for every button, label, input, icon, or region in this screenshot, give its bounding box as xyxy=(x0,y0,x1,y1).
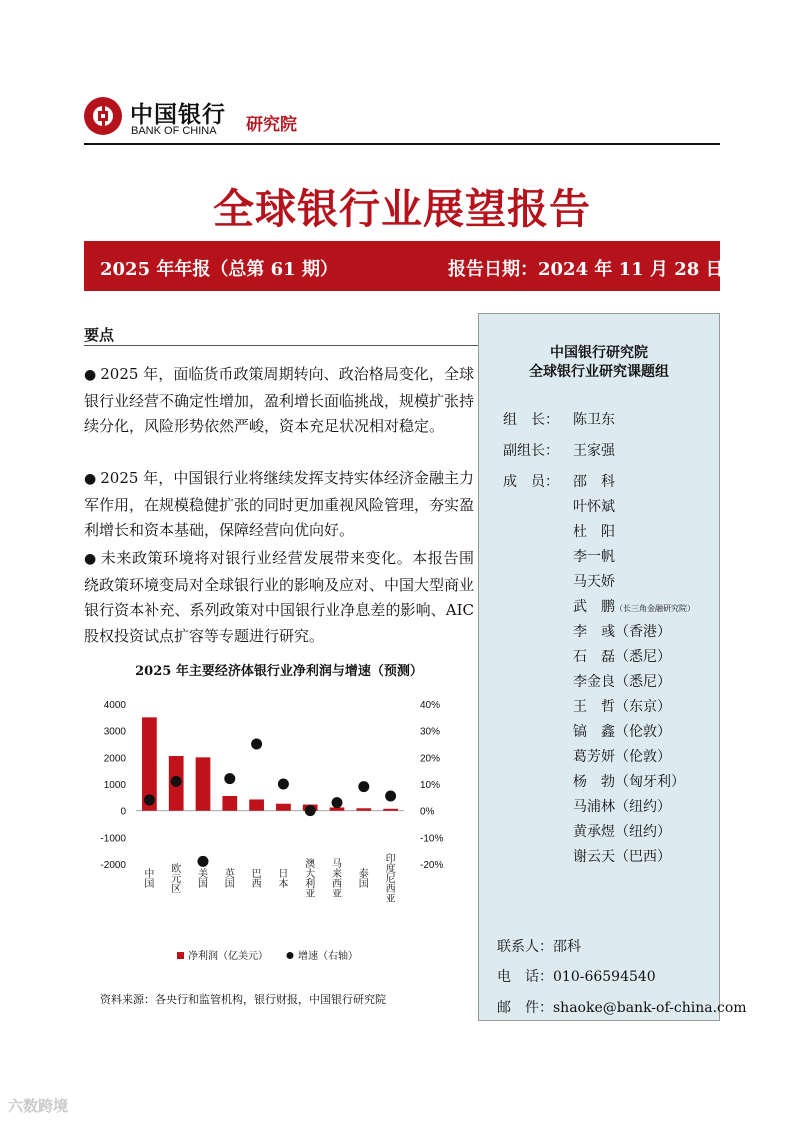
key-points-divider xyxy=(84,345,478,346)
left-axis-tick: 0 xyxy=(120,806,126,818)
dot-growth-rate xyxy=(224,773,235,784)
bar-net-profit xyxy=(249,799,264,810)
contact-phone: 电 话：010-66594540 xyxy=(497,969,656,985)
member-name: 邵 科 xyxy=(573,474,615,490)
deputy-label: 副组长： xyxy=(503,443,559,459)
member-name: 马天娇 xyxy=(573,574,615,590)
bullet-icon: ● xyxy=(84,551,97,567)
left-axis-tick: -1000 xyxy=(100,833,126,845)
team-member xyxy=(573,821,671,841)
leader-label: 组 长： xyxy=(503,412,559,428)
category-label: 马来西亚 xyxy=(329,858,341,898)
team-member xyxy=(573,521,615,541)
members-label: 成 员： xyxy=(503,474,559,490)
member-name: 叶怀斌 xyxy=(573,499,615,515)
dot-growth-rate xyxy=(358,781,369,792)
report-title: 全球银行业展望报告 xyxy=(213,185,591,233)
category-label: 澳大利亚 xyxy=(302,858,314,898)
right-axis-tick: 10% xyxy=(420,780,441,791)
right-axis-tick: -20% xyxy=(420,860,444,871)
bar-net-profit xyxy=(196,757,211,810)
member-name: 李 彧（香港） xyxy=(573,624,671,640)
deputy-name: 王家强 xyxy=(573,443,615,459)
team-member xyxy=(573,796,671,816)
dot-growth-rate xyxy=(305,805,316,816)
team-member xyxy=(573,496,615,516)
leader-name: 陈卫东 xyxy=(573,412,615,428)
member-name: 葛芳妍（伦敦） xyxy=(573,749,671,765)
team-member xyxy=(573,721,671,741)
key-point-text: 未来政策环境将对银行业经营发展带来变化。本报告围绕政策环境变局对全球银行业的影响及应对、中国大型商业银行资本补充、系列政策对中国银行业净息差的影响、AIC 股权投资试点扩容等专题进行研究。 xyxy=(84,549,475,645)
right-axis-tick: -10% xyxy=(420,833,444,845)
watermark: 六数跨境 xyxy=(8,1098,69,1115)
key-point-2 xyxy=(84,466,474,544)
panel-heading-group: 全球银行业研究课题组 xyxy=(529,364,669,380)
team-member xyxy=(573,746,671,766)
member-name: 马浦林（纽约） xyxy=(573,799,671,815)
left-axis-tick: 3000 xyxy=(103,726,126,738)
key-point-text: 2025 年，中国银行业将继续发挥支持实体经济金融主力军作用，在规模稳健扩张的同时更加重视风险管理，夯实盈利增长和资本基础，保障经营向优向好。 xyxy=(84,469,475,539)
bar-net-profit xyxy=(356,808,371,810)
category-label: 中国 xyxy=(141,868,153,888)
category-label: 欧元区 xyxy=(168,863,180,893)
team-member xyxy=(573,471,615,491)
right-axis-tick: 30% xyxy=(420,726,441,738)
legend-label-bar: 净利润（亿美元） xyxy=(188,951,268,962)
left-axis-tick: -2000 xyxy=(100,860,126,871)
dot-growth-rate xyxy=(171,776,182,787)
category-label: 泰国 xyxy=(356,868,368,888)
contact-person: 联系人：邵科 xyxy=(497,939,581,955)
source-note: 资料来源：各央行和监管机构，银行财报，中国银行研究院 xyxy=(100,993,386,1006)
member-name: 杨 勃（匈牙利） xyxy=(573,774,685,790)
key-point-3 xyxy=(84,546,474,649)
team-member xyxy=(573,646,671,666)
category-label: 巴西 xyxy=(249,868,261,888)
team-member xyxy=(573,571,615,591)
key-points-title: 要点 xyxy=(84,326,115,344)
member-name: 镐 鑫（伦敦） xyxy=(573,724,671,740)
left-axis-tick: 4000 xyxy=(103,700,126,711)
member-name: 谢云天（巴西） xyxy=(573,849,671,865)
team-member xyxy=(573,696,671,716)
member-name: 黄承煜（纽约） xyxy=(573,824,671,840)
right-axis-tick: 0% xyxy=(420,806,435,818)
bank-logo xyxy=(84,97,122,135)
left-axis-tick: 2000 xyxy=(103,753,126,765)
institute-name: 研究院 xyxy=(246,115,297,135)
member-affiliation: （长三角金融研究院） xyxy=(615,604,695,613)
team-member xyxy=(573,771,685,791)
member-name: 王 哲（东京） xyxy=(573,699,671,715)
member-name: 李金良（悉尼） xyxy=(573,674,671,690)
key-point-text: 2025 年，面临货币政策周期转向、政治格局变化，全球银行业经营不确定性增加，盈利增长面临挑战，规模扩张持续分化，风险形势依然严峻，资本充足状况相对稳定。 xyxy=(84,365,475,435)
issue-number: 2025 年年报（总第 61 期） xyxy=(100,259,338,280)
header-divider xyxy=(84,143,720,145)
report-date: 报告日期：2024 年 11 月 28 日 xyxy=(448,259,724,280)
bar-net-profit xyxy=(222,796,237,811)
team-member xyxy=(573,621,671,641)
dot-growth-rate xyxy=(144,795,155,806)
category-label: 英国 xyxy=(222,868,234,888)
right-axis-tick: 20% xyxy=(420,753,441,765)
dot-growth-rate xyxy=(278,779,289,790)
member-name: 杜 阳 xyxy=(573,524,615,540)
member-name: 武 鹏 xyxy=(573,599,615,615)
right-axis-tick: 40% xyxy=(420,700,441,711)
legend-swatch-bar xyxy=(177,952,184,959)
brand-name-cn: 中国银行 xyxy=(130,101,226,128)
panel-heading-institute: 中国银行研究院 xyxy=(550,345,648,361)
left-axis-tick: 1000 xyxy=(103,780,126,791)
brand-name-en: BANK OF CHINA xyxy=(131,125,217,137)
legend-label-dot: 增速（右轴） xyxy=(298,951,358,962)
member-name: 石 磊（悉尼） xyxy=(573,649,671,665)
bullet-icon: ● xyxy=(84,471,97,487)
team-member xyxy=(573,846,671,866)
category-label: 美国 xyxy=(195,868,207,888)
bar-net-profit xyxy=(276,804,291,811)
bar-net-profit xyxy=(383,809,398,811)
team-member xyxy=(573,671,671,691)
key-point-1 xyxy=(84,362,474,440)
member-name: 李一帆 xyxy=(573,549,615,565)
contact-email[interactable]: 邮 件：shaoke@bank-of-china.com xyxy=(497,1000,747,1016)
legend-swatch-dot xyxy=(287,952,294,959)
dot-growth-rate xyxy=(198,856,209,867)
dot-growth-rate xyxy=(332,797,343,808)
dot-growth-rate xyxy=(385,791,396,802)
team-member xyxy=(573,596,695,616)
category-label: 印度尼西亚 xyxy=(383,853,395,903)
dot-growth-rate xyxy=(251,739,262,750)
bullet-icon: ● xyxy=(84,367,97,383)
team-member xyxy=(573,546,615,566)
chart-title: 2025 年主要经济体银行业净利润与增速（预测） xyxy=(135,664,423,679)
profit-growth-chart xyxy=(84,684,474,974)
category-label: 日本 xyxy=(275,868,287,888)
